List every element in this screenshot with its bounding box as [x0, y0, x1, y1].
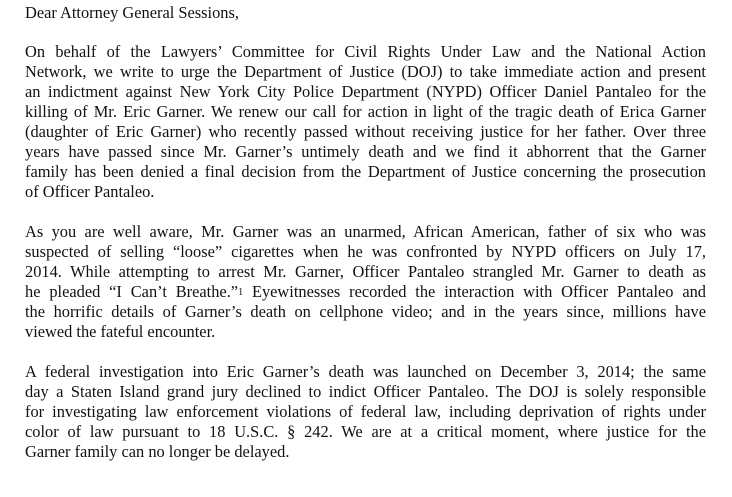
- footnote-marker: 1: [238, 287, 244, 298]
- paragraph-3-line-2: day a Staten Island grand jury declined to indict Officer Pantaleo. The DOJ is solely responsible: [25, 382, 706, 401]
- paragraph-3-line-4: color of law pursuant to 18 U.S.C. § 242. We are at a critical moment, where justice for the: [25, 422, 706, 441]
- paragraph-2-line-6: viewed the fateful encounter.: [25, 322, 216, 341]
- paragraph-1-line-6: years have passed since Mr. Garner’s untimely death and we find it abhorrent that the Garner: [25, 142, 706, 161]
- paragraph-2-line-5: the horrific details of Garner’s death on cellphone video; and in the years since, millions have: [25, 302, 706, 321]
- paragraph-2-line-2: suspected of selling “loose” cigarettes when he was confronted by NYPD officers on July 17,: [25, 242, 706, 261]
- paragraph-1-line-8: of Officer Pantaleo.: [25, 182, 155, 201]
- paragraph-1-line-7: family has been denied a final decision from the Department of Justice concerning the prosecution: [25, 162, 706, 181]
- paragraph-1-line-5: (daughter of Eric Garner) who recently passed without receiving justice for her father. Over three: [25, 122, 706, 141]
- paragraph-1-line-4: killing of Mr. Eric Garner. We renew our call for action in light of the tragic death of Erica Garner: [25, 102, 706, 121]
- salutation: Dear Attorney General Sessions,: [25, 3, 239, 22]
- paragraph-3-line-5: Garner family can no longer be delayed.: [25, 442, 290, 461]
- paragraph-3-line-1: A federal investigation into Eric Garner’s death was launched on December 3, 2014; the same: [25, 362, 706, 381]
- paragraph-1-line-1: On behalf of the Lawyers’ Committee for Civil Rights Under Law and the National Action: [25, 42, 706, 61]
- paragraph-3-line-3: for investigating law enforcement violations of federal law, including deprivation of rights under: [25, 402, 706, 421]
- paragraph-1-line-2: Network, we write to urge the Department of Justice (DOJ) to take immediate action and present: [25, 62, 706, 81]
- paragraph-2-line-1: As you are well aware, Mr. Garner was an unarmed, African American, father of six who was: [25, 222, 706, 241]
- paragraph-2-line-4: [25, 282, 706, 302]
- paragraph-1-line-3: an indictment against New York City Police Department (NYPD) Officer Daniel Pantaleo for the: [25, 82, 706, 101]
- eyewitness-text: Eyewitnesses recorded the interaction with Officer Pantaleo and: [251, 282, 706, 301]
- paragraph-2-line-3: 2014. While attempting to arrest Mr. Garner, Officer Pantaleo strangled Mr. Garner to death as: [25, 262, 706, 281]
- quote-text: he pleaded “I Can’t Breathe.”: [25, 282, 239, 301]
